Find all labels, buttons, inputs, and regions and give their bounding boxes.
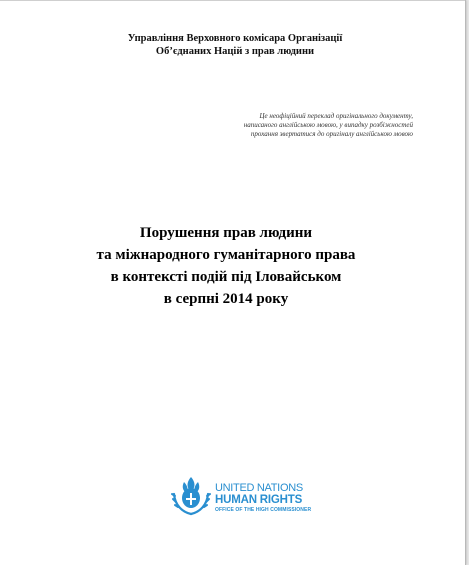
title-line: в серпні 2014 року [163, 291, 289, 307]
un-emblem-icon [170, 474, 212, 518]
un-human-rights-logo [170, 472, 330, 522]
logo-wordmark [215, 482, 311, 514]
logo-text-line: UNITED NATIONS [215, 482, 303, 494]
page-edge [0, 0, 465, 1]
translation-disclaimer [163, 112, 413, 139]
title-line: та міжнародного гуманітарного права [96, 247, 356, 263]
document-title [0, 222, 452, 310]
logo-text-line: HUMAN RIGHTS [215, 494, 303, 506]
disclaimer-line: прохання звертатися до оригіналу англійською мовою [250, 130, 413, 138]
disclaimer-line: написаного англійською мовою, у випадку розбіжностей [243, 121, 413, 129]
organization-header-line: Управління Верховного комісара Організації [127, 33, 343, 44]
logo-text-line: OFFICE OF THE HIGH COMMISSIONER [215, 507, 312, 513]
organization-header-line: Об’єднаних Націй з прав людини [155, 46, 315, 57]
title-line: в контексті подій під Іловайськом [110, 269, 342, 285]
disclaimer-line: Це неофіційний переклад оригінального документу, [259, 112, 413, 120]
title-line: Порушення прав людини [139, 225, 313, 241]
organization-header [0, 32, 469, 58]
